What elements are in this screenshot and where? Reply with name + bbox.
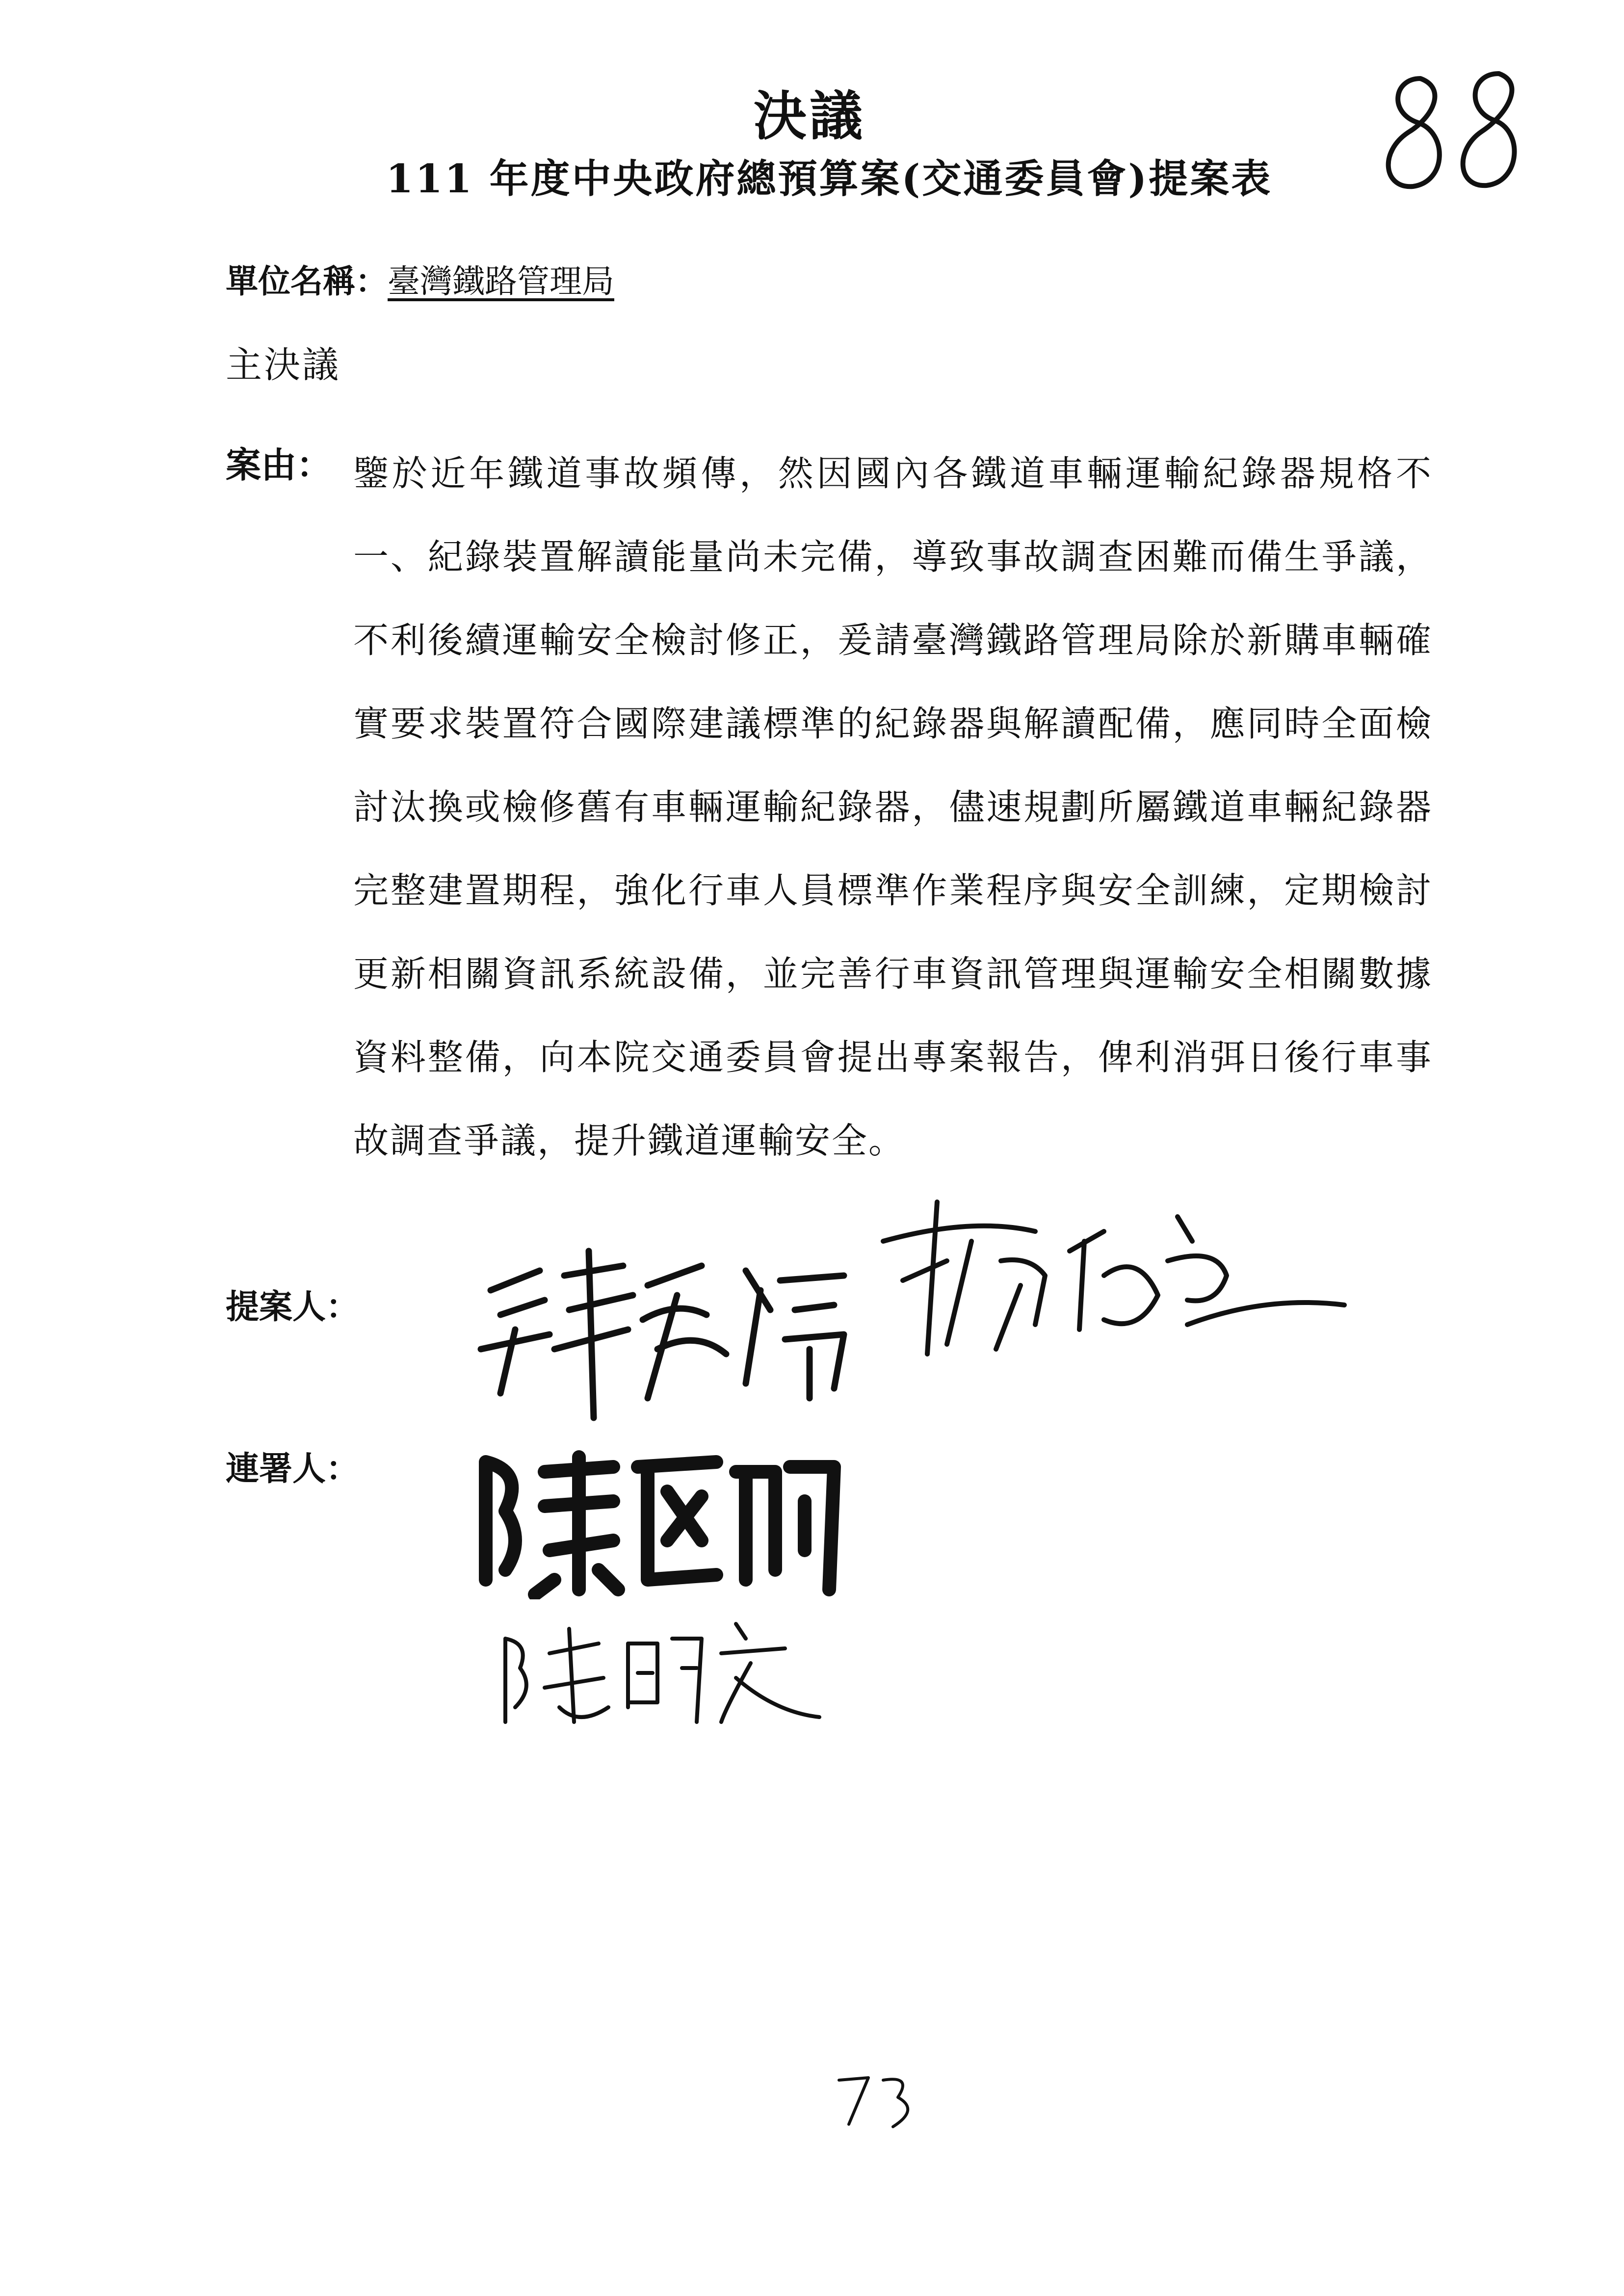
unit-label: 單位名稱：: [226, 262, 388, 300]
document-title: 111 年度中央政府總預算案(交通委員會)提案表: [386, 156, 1273, 202]
resolution-stamp: 決議: [753, 85, 865, 147]
cosigner-signature-2: [491, 1609, 824, 1737]
unit-value: 臺灣鐵路管理局: [388, 262, 614, 300]
reason-label: 案由：: [226, 444, 332, 486]
reason-text: 鑒於近年鐵道事故頻傳，然因國內各鐵道車輛運輸紀錄器規格不一、紀錄裝置解讀能量尚未完備，導致事故調查困難而備生爭議，不利後續運輸安全檢討修正，爰請臺灣鐵路管理局除於新購車輛確實要求裝置符合國際建議標準的紀錄器與解讀配備，應同時全面檢討汰換或檢修舊有車輛運輸紀錄器，儘速規劃所屬鐵道車輛紀錄器完整建置期程，強化行車人員標準作業程序與安全訓練，定期檢討更新相關資訊系統設備，並完善行車資訊管理與運輸安全相關數據資料整備，向本院交通委員會提出專案報告，俾利消弭日後行車事故調查爭議，提升鐵道運輸安全。: [353, 453, 1433, 1161]
main-resolution-heading: 主決議: [226, 344, 341, 386]
cosigner-signature-1: [471, 1442, 854, 1599]
handwritten-page-number: [1374, 59, 1541, 206]
unit-field: [226, 255, 614, 302]
footer-page-number: [829, 2065, 927, 2134]
proposer-label: 提案人：: [226, 1287, 360, 1327]
proposer-signature-2: [873, 1197, 1354, 1364]
proposer-signature-1: [471, 1236, 864, 1423]
cosigner-label: 連署人：: [226, 1449, 360, 1488]
